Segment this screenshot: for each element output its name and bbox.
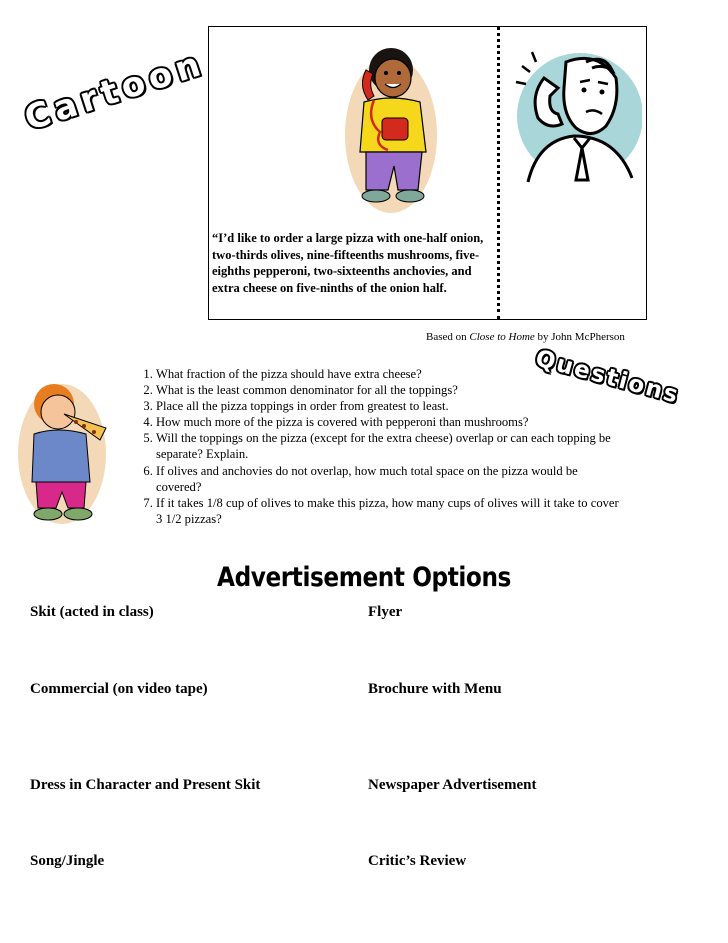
question-item: 4. How much more of the pizza is covered with pepperoni than mushrooms? [156,414,626,430]
question-item: 1. What fraction of the pizza should have extra cheese? [156,366,626,382]
option-flyer: Flyer [368,604,403,620]
option-critics-review: Critic’s Review [368,853,467,869]
questions-banner: Questions [532,345,683,409]
question-item: 7. If it takes 1/8 cup of olives to make this pizza, how many cups of olives will it take to cover 3 1/2 pizzas? [156,495,626,527]
credit-suffix: by John McPherson [534,331,625,343]
cartoon-caption: “I’d like to order a large pizza with one-half onion, two-thirds olives, nine-fifteenths mushrooms, five-eighths pepperoni, two-sixteenths anchovies, and extra cheese on five-ninths of the onion half. [212,231,484,295]
option-song-jingle: Song/Jingle [30,853,105,869]
question-item: 2. What is the least common denominator for all the toppings? [156,382,626,398]
kid-eating-pizza-illustration [14,378,114,526]
question-item: 3. Place all the pizza toppings in order from greatest to least. [156,398,626,414]
option-commercial: Commercial (on video tape) [30,681,208,697]
cartoon-credit [426,331,625,343]
boy-on-phone-illustration [336,40,446,215]
advertisement-heading: Advertisement Options [217,562,511,593]
panel-divider [497,26,500,320]
option-dress-in-character: Dress in Character and Present Skit [30,777,261,793]
option-skit: Skit (acted in class) [30,604,154,620]
question-item: 5. Will the toppings on the pizza (except for the extra cheese) overlap or can each topping be separate? Explain. [156,430,626,462]
option-brochure: Brochure with Menu [368,681,502,697]
cartoon-banner: Cartoon [19,43,210,140]
credit-prefix: Based on [426,331,470,343]
option-newspaper: Newspaper Advertisement [368,777,537,793]
credit-title: Close to Home [469,331,535,343]
man-on-phone-illustration [508,44,642,189]
questions-list [118,366,626,527]
question-item: 6. If olives and anchovies do not overlap, how much total space on the pizza would be covered? [156,463,626,495]
